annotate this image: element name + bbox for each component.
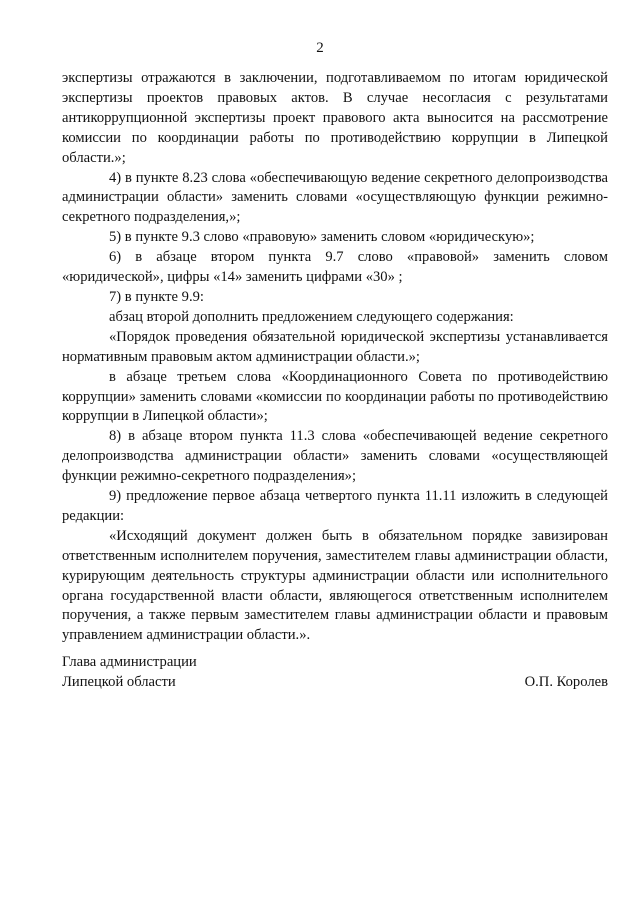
signatory-title-line-2: Липецкой области xyxy=(62,673,176,690)
paragraph-item-7: 7) в пункте 9.9: xyxy=(109,288,204,305)
paragraph-item-7-sub-2: в абзаце третьем слова «Координационного Совета по противодействию коррупции» заменить словами «комиссии по координации работы по противодействию коррупции в Липецкой области»; xyxy=(62,368,608,425)
paragraph-item-5: 5) в пункте 9.3 слово «правовую» заменить словом «юридическую»; xyxy=(109,229,535,246)
signature-line xyxy=(62,673,608,693)
paragraph-item-8: 8) в абзаце втором пункта 11.3 слова «обеспечивающей ведение секретного делопроизводства администрации области» заменить словами «осуществляющей функции режимно-секретного подразделения»; xyxy=(62,428,608,485)
signatory-name: О.П. Королев xyxy=(524,673,608,690)
paragraph-item-7-sub-1: абзац второй дополнить предложением следующего содержания: xyxy=(109,308,514,325)
signature-block xyxy=(62,653,608,693)
paragraph-item-9-quote: «Исходящий документ должен быть в обязательном порядке завизирован ответственным исполнителем поручения, заместителем главы администрации области, курирующим деятельность структуры администрации области или исполнительного органа государственной власти области, являющегося ответственным исполнителем поручения, а также первым заместителем главы администрации области и правовым управлением администрации области.». xyxy=(62,527,608,644)
page-number: 2 xyxy=(316,40,324,56)
paragraph-continuation: экспертизы отражаются в заключении, подготавливаемом по итогам юридической экспертизы проектов правовых актов. В случае несогласия с результатами антикоррупционной экспертизы проект правового акта выносится на рассмотрение комиссии по координации работы по противодействию коррупции в Липецкой области.»; xyxy=(62,70,608,166)
signatory-title-line-1: Глава администрации xyxy=(62,654,197,670)
paragraph-item-7-quote: «Порядок проведения обязательной юридической экспертизы устанавливается нормативным правовым актом администрации области.»; xyxy=(62,328,608,365)
paragraph-item-4: 4) в пункте 8.23 слова «обеспечивающую ведение секретного делопроизводства администрации области» заменить словами «осуществляющую функции режимно-секретного подразделения,»; xyxy=(62,169,608,226)
paragraph-item-9: 9) предложение первое абзаца четвертого пункта 11.11 изложить в следующей редакции: xyxy=(62,488,608,524)
document-body xyxy=(62,69,608,646)
paragraph-item-6: 6) в абзаце втором пункта 9.7 слово «правовой» заменить словом «юридической», цифры «14» заменить цифрами «30» ; xyxy=(62,249,608,286)
